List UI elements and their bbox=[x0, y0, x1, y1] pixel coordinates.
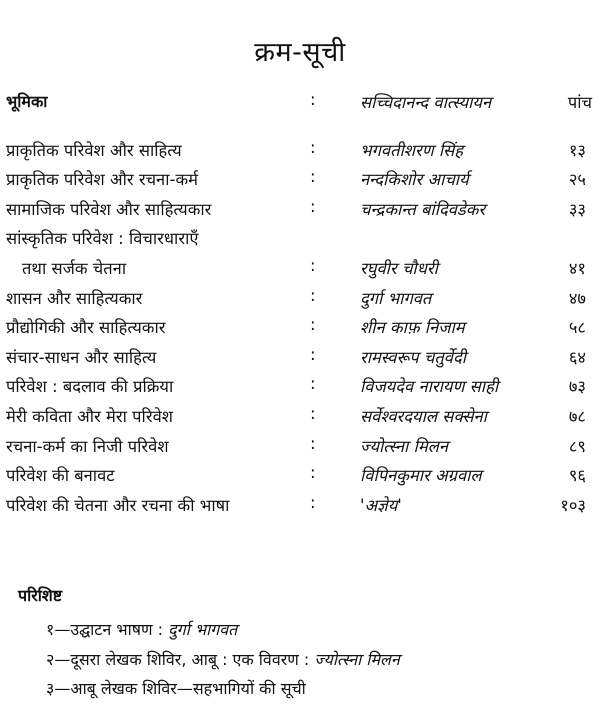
appendix-text: आबू लेखक शिविर—सहभागियों की सूची bbox=[70, 679, 306, 698]
appendix-item bbox=[46, 618, 596, 648]
appendix-dash: — bbox=[54, 620, 71, 639]
entry-separator: : bbox=[310, 196, 316, 216]
entry-author: नन्दकिशोर आचार्य bbox=[360, 170, 469, 190]
appendix-number: १ bbox=[46, 620, 55, 639]
entry-title: मेरी कविता और मेरा परिवेश bbox=[6, 406, 173, 426]
entry-author: भगवतीशरण सिंह bbox=[360, 140, 464, 160]
appendix-item bbox=[46, 677, 596, 707]
entry-title: परिवेश की चेतना और रचना की भाषा bbox=[6, 495, 230, 515]
toc-entry bbox=[0, 254, 600, 284]
entry-separator: : bbox=[310, 403, 316, 423]
entry-separator: : bbox=[310, 167, 316, 187]
entry-title: रचना-कर्म का निजी परिवेश bbox=[6, 436, 169, 456]
appendix-author: ज्योत्स्ना मिलन bbox=[314, 649, 400, 669]
entry-author: दुर्गा भागवत bbox=[360, 288, 432, 308]
appendix-number: ३ bbox=[46, 679, 55, 698]
entry-page: ९६ bbox=[568, 466, 586, 486]
entry-author: विपिनकुमार अग्रवाल bbox=[360, 466, 482, 486]
entry-page: ६४ bbox=[568, 347, 586, 367]
entry-separator: : bbox=[310, 315, 316, 335]
entry-page: १३ bbox=[568, 140, 586, 160]
appendix-heading: परिशिष्ट bbox=[18, 586, 63, 605]
appendix-text: उद्घाटन भाषण : bbox=[70, 620, 169, 639]
appendix-number: २ bbox=[46, 649, 55, 669]
entry-author: ज्योत्स्ना मिलन bbox=[360, 436, 449, 456]
appendix-dash: — bbox=[54, 649, 71, 669]
appendix-dash: — bbox=[54, 679, 71, 698]
entry-page: ५८ bbox=[568, 318, 586, 338]
toc-entry bbox=[0, 343, 600, 373]
entry-page: ७३ bbox=[568, 377, 586, 397]
entry-author: चन्द्रकान्त बांदिवडेकर bbox=[360, 199, 486, 219]
entry-separator: : bbox=[310, 255, 316, 275]
entry-author: रामस्वरूप चतुर्वेदी bbox=[360, 347, 467, 367]
entry-page: ३३ bbox=[568, 199, 586, 219]
entry-page: पांच bbox=[567, 93, 592, 112]
entry-author: सर्वेश्वरदयाल सक्सेना bbox=[360, 406, 487, 426]
entry-author: विजयदेव नारायण साही bbox=[360, 377, 499, 397]
entry-title: सामाजिक परिवेश और साहित्यकार bbox=[6, 199, 212, 219]
table-of-contents bbox=[0, 88, 600, 520]
entry-separator: : bbox=[310, 137, 316, 157]
entry-separator: : bbox=[310, 285, 316, 305]
toc-entry bbox=[0, 372, 600, 402]
entry-page: ८९ bbox=[568, 436, 586, 456]
entry-title: भूमिका bbox=[6, 92, 48, 111]
entry-author: सच्चिदानन्द वात्स्यायन bbox=[360, 93, 492, 112]
entry-author: रघुवीर चौधरी bbox=[360, 258, 438, 278]
toc-entry bbox=[0, 402, 600, 432]
entry-separator: : bbox=[310, 374, 316, 394]
entry-title: संचार-साधन और साहित्य bbox=[6, 347, 157, 367]
entry-page: १०३ bbox=[560, 495, 586, 515]
appendix-author: दुर्गा भागवत bbox=[168, 620, 238, 639]
entry-page: ४७ bbox=[568, 288, 586, 308]
page-title: क्रम-सूची bbox=[254, 37, 346, 69]
entry-separator: : bbox=[310, 492, 316, 512]
toc-entry-preface bbox=[0, 88, 600, 118]
toc-entry bbox=[0, 461, 600, 491]
entry-separator: : bbox=[310, 463, 316, 483]
toc-entry bbox=[0, 284, 600, 314]
entry-title: प्राकृतिक परिवेश और साहित्य bbox=[6, 140, 182, 160]
toc-entry bbox=[0, 432, 600, 462]
toc-entry bbox=[0, 491, 600, 521]
toc-entry bbox=[0, 136, 600, 166]
entry-title: तथा सर्जक चेतना bbox=[22, 258, 127, 278]
entry-author: 'अज्ञेय' bbox=[360, 495, 402, 515]
appendix-text: दूसरा लेखक शिविर, आबू : एक विवरण : bbox=[70, 649, 315, 669]
toc-entry bbox=[0, 195, 600, 225]
entry-separator: : bbox=[310, 90, 316, 109]
toc-entry bbox=[0, 165, 600, 195]
entry-title: प्रौद्योगिकी और साहित्यकार bbox=[6, 318, 166, 338]
toc-entry bbox=[0, 313, 600, 343]
entry-separator: : bbox=[310, 344, 316, 364]
appendix-item bbox=[46, 648, 596, 678]
appendix-list bbox=[46, 618, 596, 707]
entry-title: परिवेश : बदलाव की प्रक्रिया bbox=[6, 377, 174, 397]
entry-page: ४१ bbox=[568, 258, 586, 278]
entry-title: परिवेश की बनावट bbox=[6, 466, 115, 486]
entry-page: २५ bbox=[568, 170, 586, 190]
entry-separator: : bbox=[310, 433, 316, 453]
entry-title: प्राकृतिक परिवेश और रचना-कर्म bbox=[6, 170, 198, 190]
entry-title: सांस्कृतिक परिवेश : विचारधाराएँ bbox=[6, 229, 199, 249]
entry-title: शासन और साहित्यकार bbox=[6, 288, 143, 308]
entry-author: शीन काफ़ निजाम bbox=[360, 318, 465, 338]
toc-entry-continued bbox=[0, 224, 600, 254]
entry-page: ७८ bbox=[568, 406, 586, 426]
